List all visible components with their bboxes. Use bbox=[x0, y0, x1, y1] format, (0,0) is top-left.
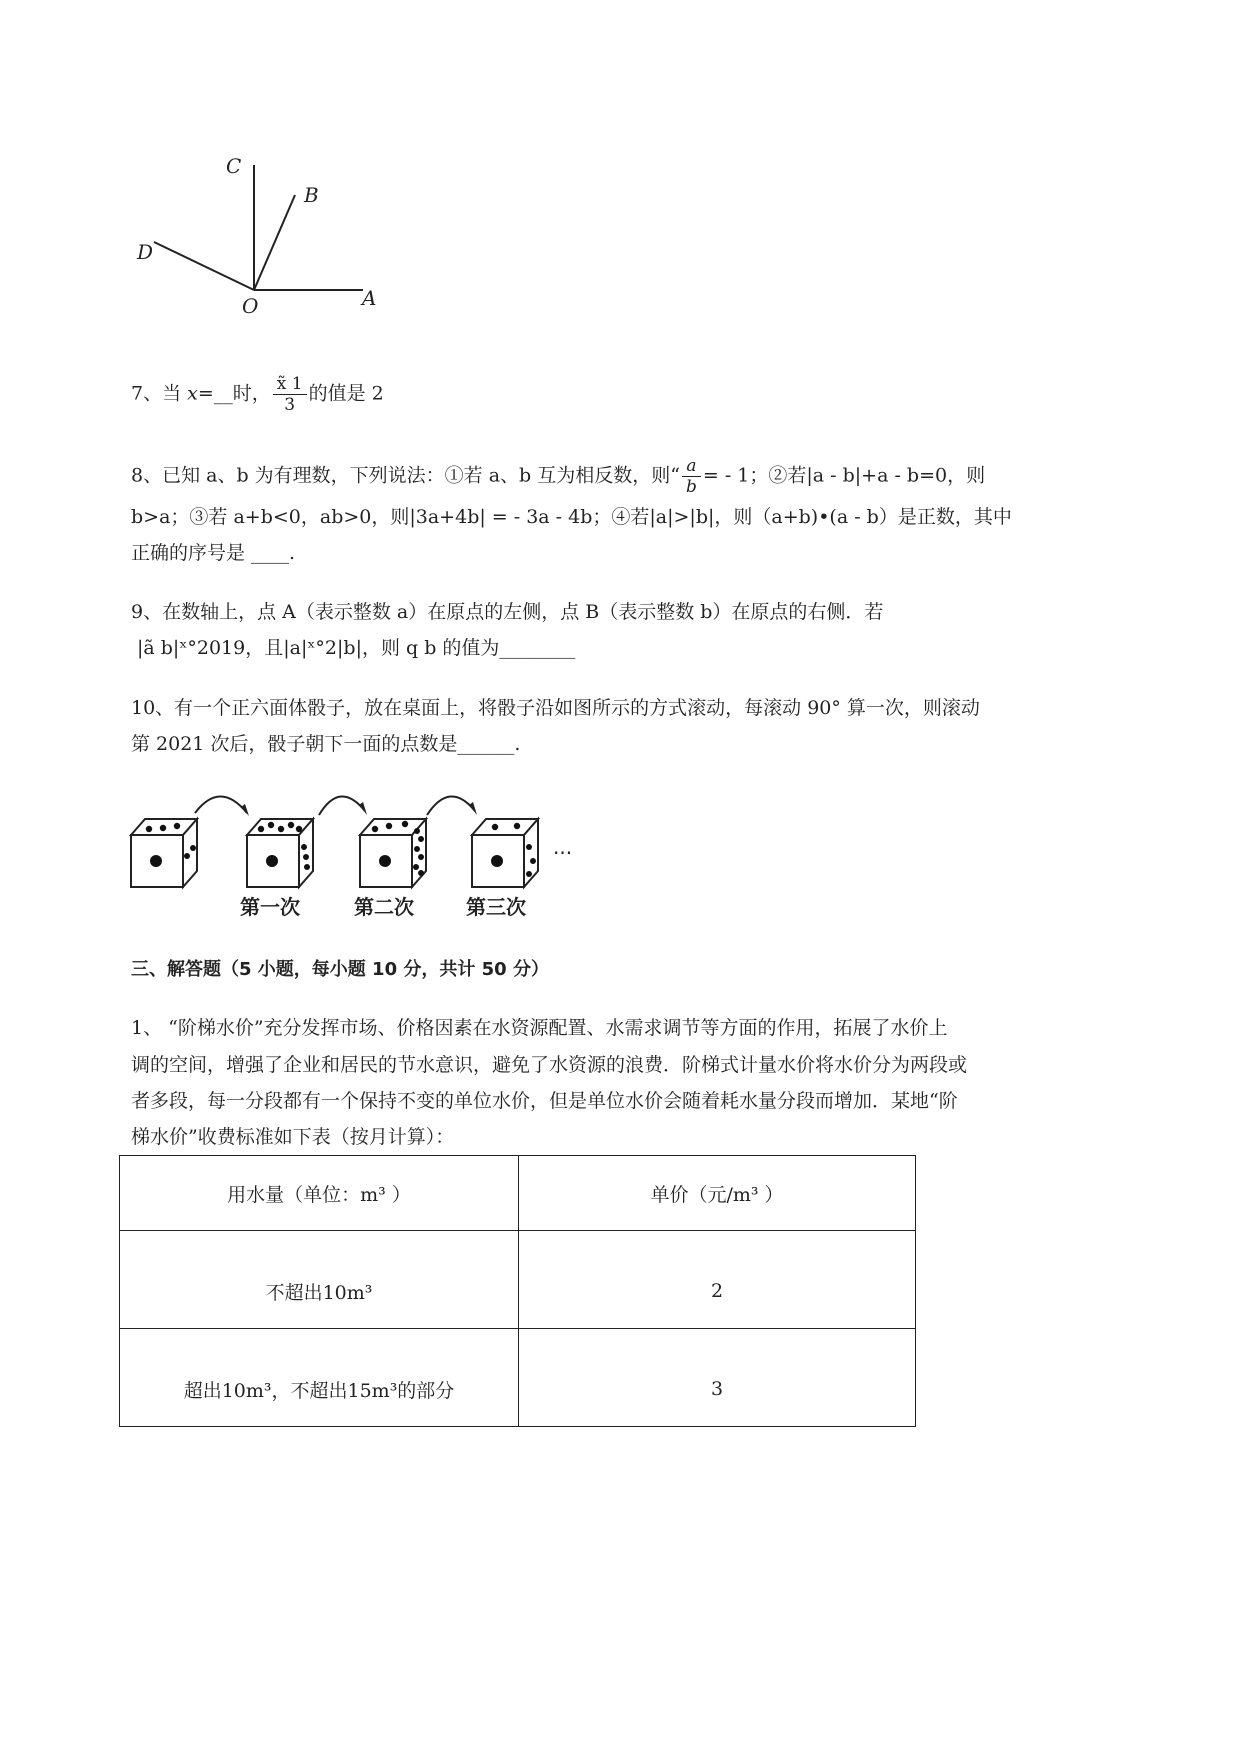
table-cell: 不超出10m³ bbox=[120, 1231, 519, 1329]
problem-1-line-3: 者多段，每一分段都有一个保持不变的单位水价，但是单位水价会随着耗水量分段而增加．某地“阶 bbox=[131, 1090, 958, 1112]
roll-arrow-2 bbox=[319, 796, 365, 815]
header-usage: 用水量（单位：m³ ） bbox=[120, 1156, 519, 1231]
q8-frac-num: a bbox=[682, 456, 701, 477]
q7-var: x bbox=[187, 382, 198, 405]
q8-line1-a: 8、已知 bbox=[131, 464, 207, 487]
label-o: O bbox=[242, 294, 259, 318]
label-c: C bbox=[226, 154, 242, 178]
die-2 bbox=[247, 819, 313, 887]
question-8-line-1 bbox=[131, 456, 985, 497]
dice-caption-2: 第二次 bbox=[354, 895, 414, 919]
table-cell: 3 bbox=[519, 1329, 916, 1427]
question-8-line-3: 正确的序号是 ____. bbox=[131, 542, 296, 564]
q7-fraction bbox=[273, 374, 307, 415]
header-price: 单价（元/m³ ） bbox=[519, 1156, 916, 1231]
dice-ellipsis: ··· bbox=[553, 841, 573, 865]
q8-line1-b: a、b 为有理数，下列说法：①若 a、b 互为相反数，则“ bbox=[206, 464, 680, 487]
question-9-line-1: 9、在数轴上，点 A（表示整数 a）在原点的左侧，点 B（表示整数 b）在原点的右侧．若 bbox=[131, 601, 884, 623]
question-8-line-2: b>a；③若 a+b<0，ab>0，则|3a+4b| = - 3a - 4b；④若|a|>|b|，则（a+b)•(a - b）是正数，其中 bbox=[131, 506, 1012, 528]
ray-ob bbox=[254, 195, 295, 290]
table-row bbox=[120, 1231, 916, 1329]
label-b: B bbox=[304, 183, 319, 207]
q7-suffix: 的值是 2 bbox=[308, 382, 384, 405]
problem-1-line-4: 梯水价”收费标准如下表（按月计算）： bbox=[131, 1126, 455, 1148]
q8-frac-den: b bbox=[685, 477, 697, 497]
q7-prefix: 7、当 bbox=[131, 382, 188, 405]
q7-frac-den: 3 bbox=[284, 395, 296, 415]
roll-arrow-1 bbox=[195, 797, 247, 814]
table-cell: 2 bbox=[519, 1231, 916, 1329]
problem-1-line-1: 1、 “阶梯水价”充分发挥市场、价格因素在水资源配置、水需求调节等方面的作用，拓展了水价上 bbox=[131, 1017, 948, 1039]
fee-table bbox=[119, 1155, 916, 1427]
angle-figure bbox=[120, 145, 400, 330]
q8-fraction bbox=[682, 456, 701, 497]
problem-1-line-2: 调的空间，增强了企业和居民的节水意识，避免了水资源的浪费．阶梯式计量水价将水价分为两段或 bbox=[131, 1054, 968, 1076]
table-row bbox=[120, 1329, 916, 1427]
dice-caption-1: 第一次 bbox=[240, 895, 300, 919]
label-a: A bbox=[362, 286, 377, 310]
q7-mid: =__时， bbox=[197, 382, 271, 405]
roll-arrow-3 bbox=[427, 796, 475, 815]
section-3-heading: 三、解答题（5 小题，每小题 10 分，共计 50 分） bbox=[131, 959, 549, 980]
table-cell: 超出10m³，不超出15m³的部分 bbox=[120, 1329, 519, 1427]
table-header-row bbox=[120, 1156, 916, 1231]
label-d: D bbox=[137, 240, 154, 264]
ray-od bbox=[154, 242, 254, 290]
q7-frac-num: x̃ 1 bbox=[273, 374, 307, 395]
die-3 bbox=[360, 819, 426, 887]
dice-caption-3: 第三次 bbox=[466, 895, 526, 919]
question-10-line-2: 第 2021 次后，骰子朝下一面的点数是______. bbox=[131, 733, 521, 755]
question-7 bbox=[131, 374, 384, 415]
q8-line1-c: = - 1；②若|a - b|+a - b=0，则 bbox=[702, 464, 986, 487]
die-4 bbox=[472, 819, 538, 887]
question-9-line-2: |ã b|ˣ°2019，且|a|ˣ°2|b|，则 q b 的值为________ bbox=[137, 637, 576, 659]
die-1 bbox=[131, 819, 197, 887]
question-10-line-1: 10、有一个正六面体骰子，放在桌面上，将骰子沿如图所示的方式滚动，每滚动 90° 算一次，则滚动 bbox=[131, 697, 980, 719]
